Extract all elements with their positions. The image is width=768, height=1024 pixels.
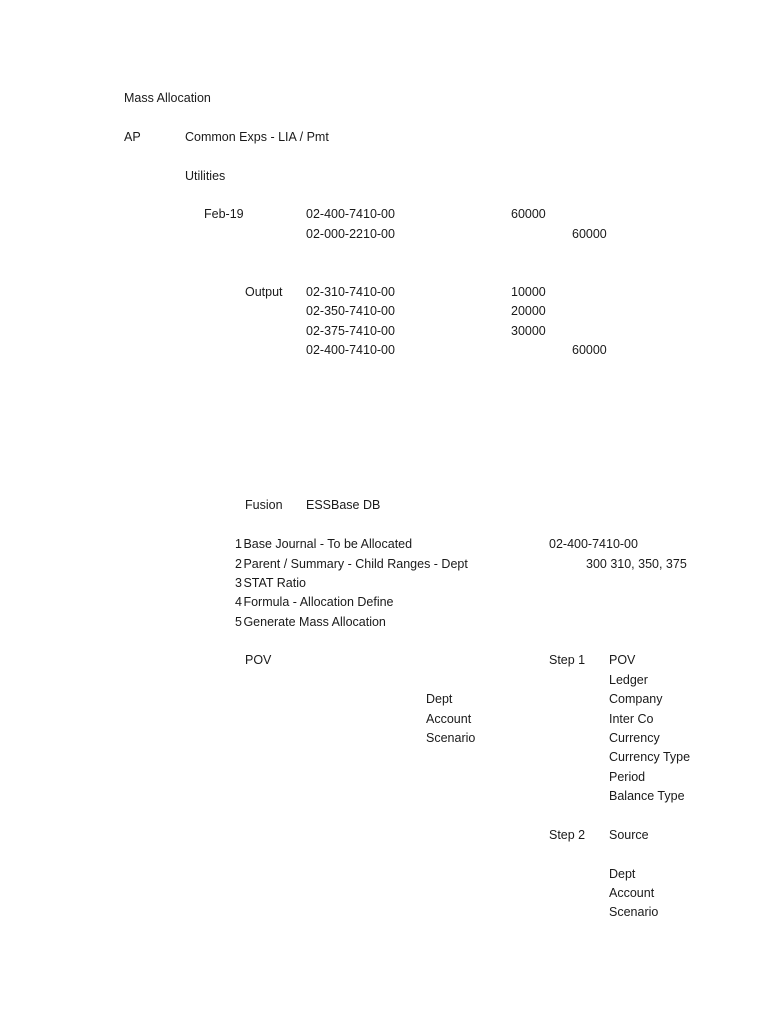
pov-dim: Dept: [426, 692, 453, 706]
page-title: Mass Allocation: [124, 91, 211, 105]
pov-dim: Account: [426, 712, 472, 726]
output-debit: 10000: [511, 285, 546, 299]
step1-item: Ledger: [609, 673, 648, 687]
journal-account: 02-400-7410-00: [306, 207, 395, 221]
list-item: [235, 557, 468, 572]
list-item-note: 300 310, 350, 375: [586, 557, 687, 571]
journal-account: 02-000-2210-00: [306, 227, 395, 241]
section-name: Common Exps - LIA / Pmt: [185, 130, 329, 144]
system-fusion: Fusion: [245, 498, 283, 512]
list-item: [235, 537, 412, 552]
output-debit: 30000: [511, 324, 546, 338]
output-label: Output: [245, 285, 283, 299]
step1-item: Currency Type: [609, 750, 691, 764]
step2-item: Scenario: [609, 905, 659, 919]
list-item: [235, 576, 306, 591]
list-item-note: 02-400-7410-00: [549, 537, 638, 551]
step1-label: Step 1: [549, 653, 586, 667]
step1-item: Inter Co: [609, 712, 654, 726]
list-item-number: 1: [235, 537, 242, 551]
list-item-text: STAT Ratio: [243, 576, 306, 590]
pov-label: POV: [245, 653, 272, 667]
output-account: 02-350-7410-00: [306, 304, 395, 318]
list-item-number: 2: [235, 557, 242, 571]
list-item-number: 4: [235, 595, 242, 609]
list-item-text: Base Journal - To be Allocated: [243, 537, 413, 551]
output-account: 02-375-7410-00: [306, 324, 395, 338]
journal-credit: 60000: [572, 227, 607, 241]
step2-item: Dept: [609, 867, 636, 881]
output-debit: 20000: [511, 304, 546, 318]
list-item: [235, 615, 386, 630]
list-item: [235, 595, 394, 610]
list-item-text: Formula - Allocation Define: [243, 595, 394, 609]
step1-item: POV: [609, 653, 636, 667]
list-item-text: Generate Mass Allocation: [243, 615, 386, 629]
output-account: 02-400-7410-00: [306, 343, 395, 357]
output-account: 02-310-7410-00: [306, 285, 395, 299]
list-item-number: 3: [235, 576, 242, 590]
list-item-number: 5: [235, 615, 242, 629]
step1-item: Period: [609, 770, 646, 784]
output-credit: 60000: [572, 343, 607, 357]
step1-item: Balance Type: [609, 789, 685, 803]
section-label: AP: [124, 130, 141, 144]
step1-item: Company: [609, 692, 663, 706]
journal-period: Feb-19: [204, 207, 244, 221]
pov-dim: Scenario: [426, 731, 476, 745]
step2-source: Source: [609, 828, 649, 842]
category-label: Utilities: [185, 169, 226, 183]
step2-label: Step 2: [549, 828, 586, 842]
step1-item: Currency: [609, 731, 660, 745]
system-essbase: ESSBase DB: [306, 498, 381, 512]
step2-item: Account: [609, 886, 655, 900]
journal-debit: 60000: [511, 207, 546, 221]
list-item-text: Parent / Summary - Child Ranges - Dept: [243, 557, 468, 571]
